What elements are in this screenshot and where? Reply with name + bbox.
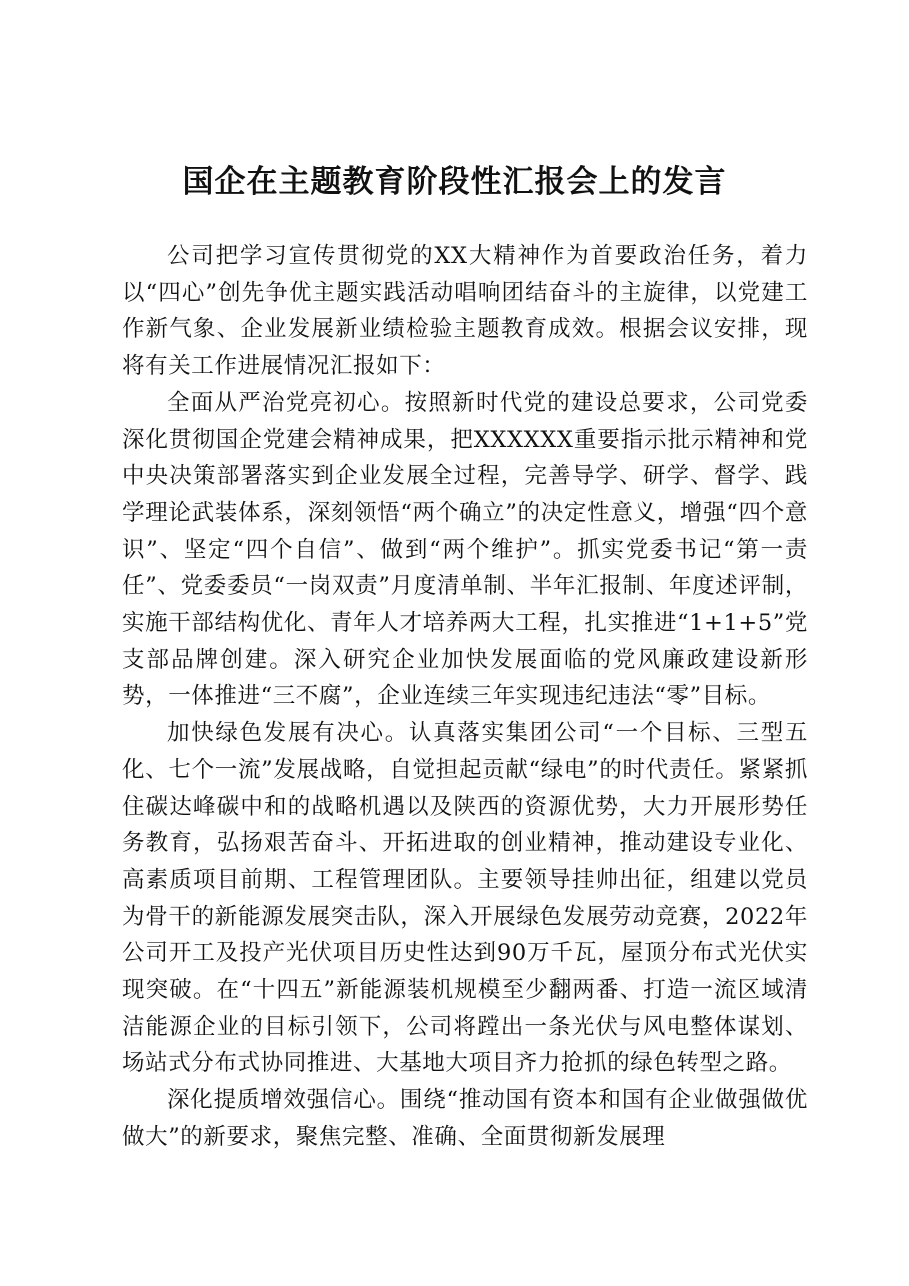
paragraph-party-building: 全面从严治党亮初心。按照新时代党的建设总要求，公司党委深化贯彻国企党建会精神成果，把XXXXXX重要指示批示精神和党中央决策部署落实到企业发展全过程，完善导学、研学、督学、践学理论武装体系，深刻领悟“两个确立”的决定性意义，增强“四个意识”、坚定“四个自信”、做到“两个维护”。抓实党委书记“第一责任”、党委委员“一岗双责”月度清单制、半年汇报制、年度述评制，实施干部结构优化、青年人才培养两大工程，扎实推进“1+1+5”党支部品牌创建。深入研究企业加快发展面临的党风廉政建设新形势，一体推进“三不腐”，企业连续三年实现违纪违法“零”目标。 bbox=[122, 389, 808, 710]
paragraph-quality-efficiency: 深化提质增效强信心。围绕“推动国有资本和国有企业做强做优做大”的新要求，聚焦完整、准确、全面贯彻新发展理 bbox=[122, 1087, 808, 1150]
document-title: 国企在主题教育阶段性汇报会上的发言 bbox=[182, 164, 727, 200]
paragraph-intro: 公司把学习宣传贯彻党的XX大精神作为首要政治任务，着力以“四心”创先争优主题实践活动唱响团结奋斗的主旋律，以党建工作新气象、企业发展新业绩检验主题教育成效。根据会议安排，现将有关工作进展情况汇报如下： bbox=[122, 243, 808, 380]
document-body bbox=[122, 238, 808, 1156]
paragraph-green-development: 加快绿色发展有决心。认真落实集团公司“一个目标、三型五化、七个一流”发展战略，自觉担起贡献“绿电”的时代责任。紧紧抓住碳达峰碳中和的战略机遇以及陕西的资源优势，大力开展形势任务教育，弘扬艰苦奋斗、开拓进取的创业精神，推动建设专业化、高素质项目前期、工程管理团队。主要领导挂帅出征，组建以党员为骨干的新能源发展突击队，深入开展绿色发展劳动竞赛，2022年公司开工及投产光伏项目历史性达到90万千瓦，屋顶分布式光伏实现突破。在“十四五”新能源装机规模至少翻两番、打造一流区域清洁能源企业的目标引领下，公司将蹚出一条光伏与风电整体谋划、场站式分布式协同推进、大基地大项目齐力抢抓的绿色转型之路。 bbox=[122, 720, 808, 1077]
